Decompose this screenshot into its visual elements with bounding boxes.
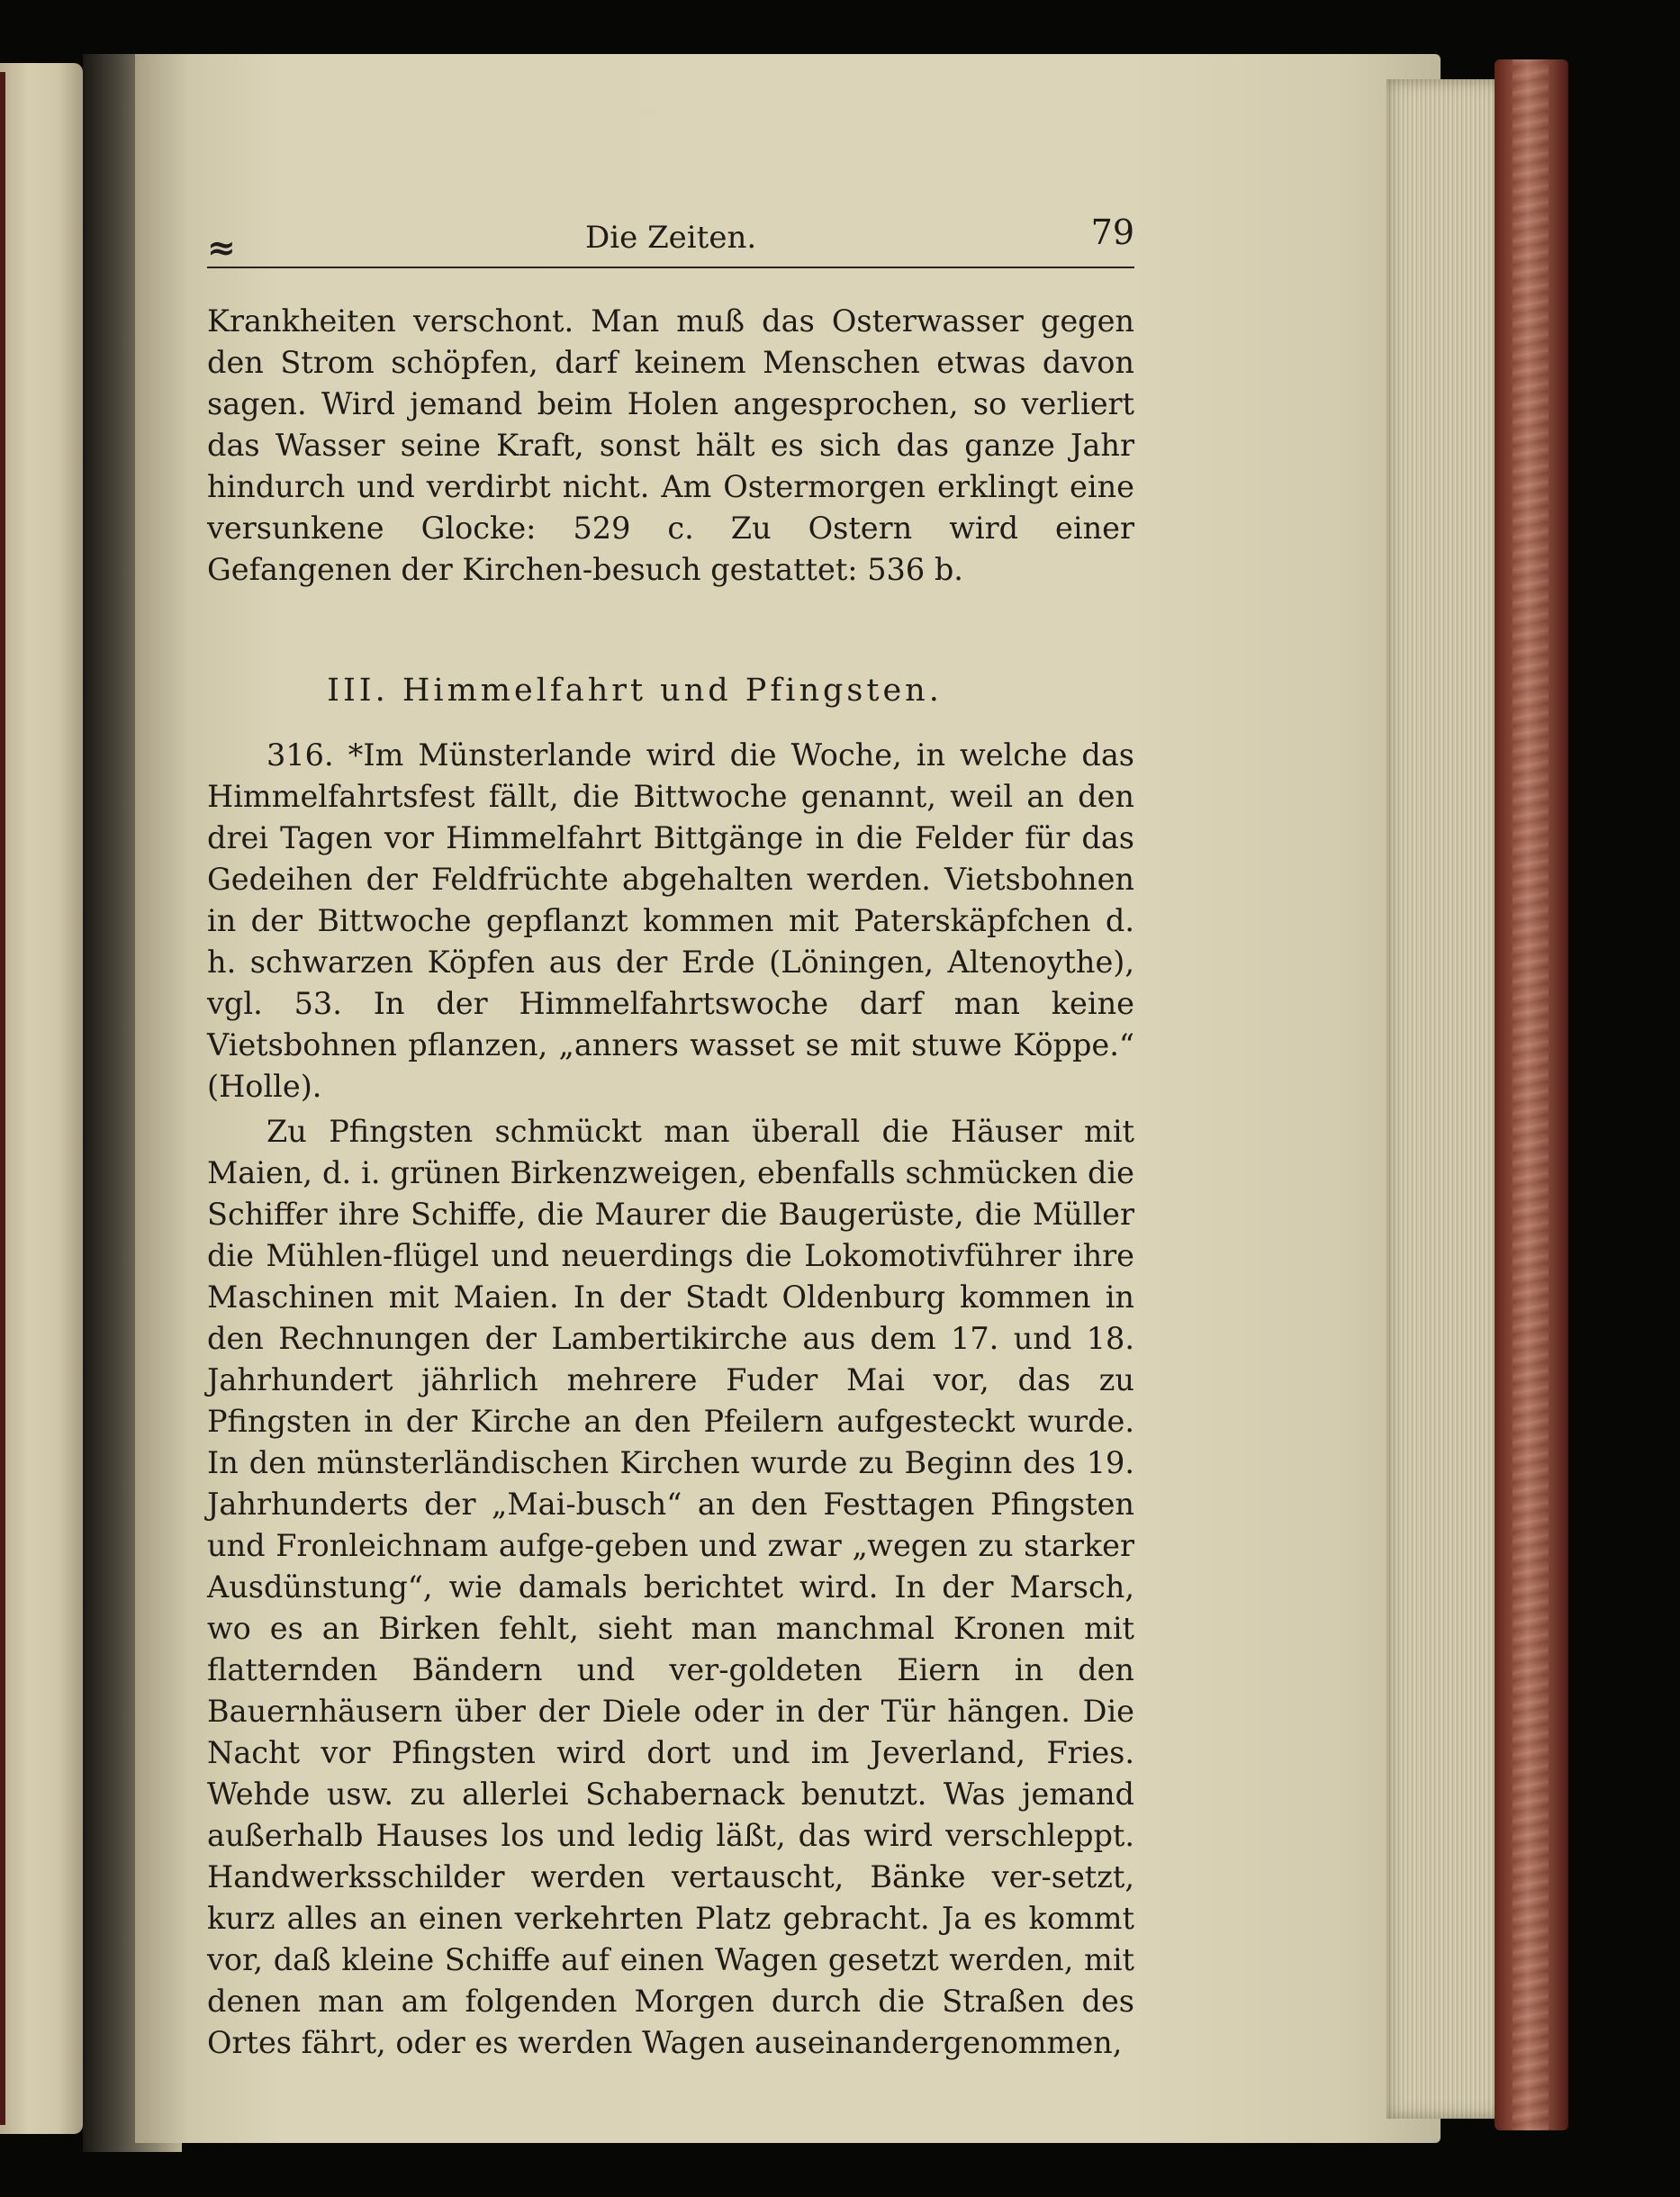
section-heading: III. Himmelfahrt und Pfingsten. — [327, 673, 943, 709]
left-page-edge — [0, 63, 83, 2134]
marbled-cover-edge — [1495, 59, 1568, 2130]
running-title: Die Zeiten. — [585, 220, 757, 256]
page-number: 79 — [1090, 212, 1134, 252]
paragraph-continuation: Krankheiten verschont. Man muß das Osterwasser gegen den Strom schöpfen, darf keinem Menschen etwas davon sagen. Wird jemand beim Holen angesprochen, so verliert das Wasser seine Kraft, sonst hält es sich das ganze Jahr hindurch und verdirbt nicht. Am Ostermorgen erklingt eine versunkene Glocke: 529 c. Zu Ostern wird einer Gefangenen der Kirchen-besuch gestattet: 536 b. — [207, 303, 1134, 587]
paragraph-316-text: *Im Münsterlande wird die Woche, in welche das Himmelfahrtsfest fällt, die Bittwoche genannt, weil an den drei Tagen vor Himmelfahrt Bittgänge in die Felder für das Gedeihen der Feldfrüchte abgehalten werden. Vietsbohnen in der Bittwoche gepflanzt kommen mit Paterskäpfchen d. h. schwarzen Köpfen aus der Erde (Löningen, Altenoythe), vgl. 53. In der Himmelfahrtswoche darf man keine Vietsbohnen pflanzen, „anners wasset se mit stuwe Köppe.“ (Holle). — [207, 737, 1134, 1104]
page-text-block — [207, 212, 1134, 2064]
page-edges-stack — [1386, 79, 1504, 2119]
body-text — [207, 301, 1134, 2064]
paragraph-number: 316. — [266, 737, 334, 773]
paragraph-pfingsten: Zu Pfingsten schmückt man überall die Häuser mit Maien, d. i. grünen Birkenzweigen, ebenfalls schmücken die Schiffer ihre Schiffe, die Maurer die Baugerüste, die Müller die Mühlen-flügel und neuerdings die Lokomotivführer ihre Maschinen mit Maien. In der Stadt Oldenburg kommen in den Rechnungen der Lambertikirche aus dem 17. und 18. Jahrhundert jährlich mehrere Fuder Mai vor, das zu Pfingsten in der Kirche an den Pfeilern aufgesteckt wurde. In den münsterländischen Kirchen wurde zu Beginn des 19. Jahrhunderts der „Mai-busch“ an den Festtagen Pfingsten und Fronleichnam aufge-geben und zwar „wegen zu starker Ausdünstung“, wie damals berichtet wird. In der Marsch, wo es an Birken fehlt, sieht man manchmal Kronen mit flatternden Bändern und ver-goldeten Eiern in den Bauernhäusern über der Diele oder in der Tür hängen. Die Nacht vor Pfingsten wird dort und im Jeverland, Fries. Wehde usw. zu allerlei Schabernack benutzt. Was jemand außerhalb Hauses los und ledig läßt, das wird verschleppt. Handwerksschilder werden vertauscht, Bänke ver-setzt, kurz alles an einen verkehrten Platz gebracht. Ja es kommt vor, daß kleine Schiffe auf einen Wagen gesetzt werden, mit denen man am folgenden Morgen durch die Straßen des Ortes fährt, oder es werden Wagen auseinandergenommen, — [207, 1114, 1134, 2060]
left-cover-edge — [0, 72, 5, 2125]
header-mark: ≈ — [207, 227, 236, 267]
paragraph-316 — [207, 735, 1134, 1108]
running-header — [207, 212, 1134, 268]
